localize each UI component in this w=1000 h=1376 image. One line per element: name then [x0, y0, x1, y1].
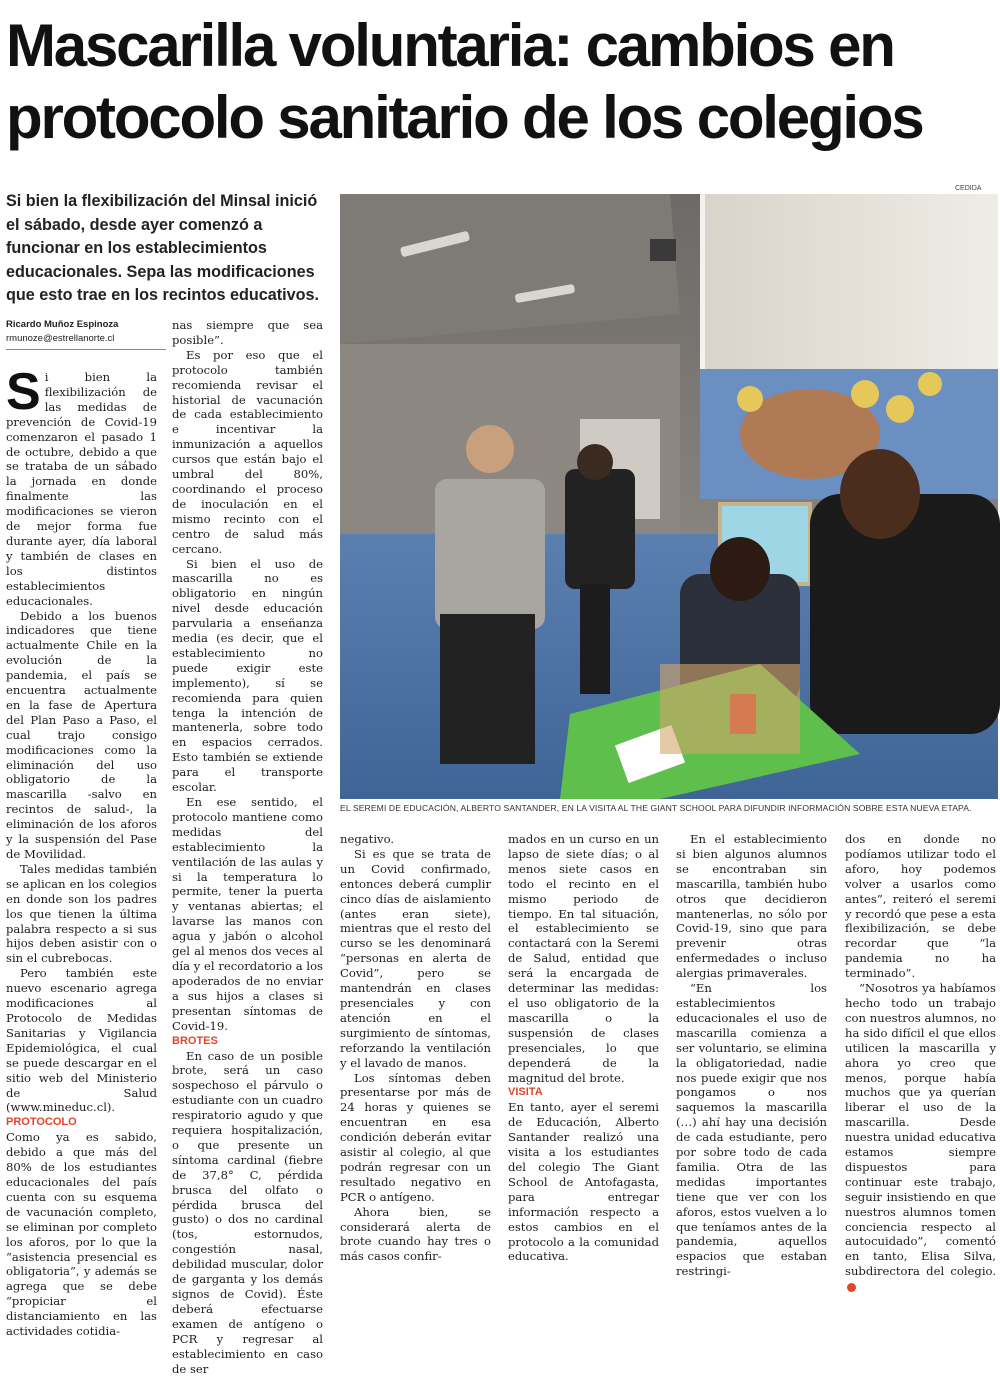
section-heading: BROTES: [172, 1034, 323, 1049]
author-email[interactable]: rmunoze@estrellanorte.cl: [6, 332, 166, 346]
paragraph: Debido a los buenos indicadores que tiene actualmente Chile en la evolución de la pandemia, el país se encuentra actualmente en la fase de Apertura del Plan Paso a Paso, el cual trajo consigo modificaciones como la eliminación del uso obligatorio de la mascarilla -salvo en recintos de salud-, la eliminación de los aforos y la suspensión del Pase de Movilidad.: [6, 609, 157, 862]
paragraph: nas siempre que sea posible”.: [172, 318, 323, 348]
paragraph: mados en un curso en un lapso de siete días; o al menos siete casos en todo el recinto en el mismo periodo de tiempo. En tal situación, el establecimiento se contactará con la Seremi de Salud, entidad que será la encargada de determinar las medidas: el uso obligatorio de la mascarilla o la suspensión de clases presenciales, lo que dependerá de la magnitud del brote.: [508, 832, 659, 1085]
article-column-6: [845, 832, 996, 1230]
paragraph: Como ya es sabido, debido a que más del 80% de los estudiantes educacionales del país cuenta con su esquema de vacunación completo, se eliminan por completo los aforos, por lo que la “asistencia presencial es obligatoria”, y además se agrega que se debe “propiciar el distanciamiento en las actividades cotidia-: [6, 1130, 157, 1339]
paragraph: Pero también este nuevo escenario agrega modificaciones al Protocolo de Medidas Sanitarias y Vigilancia Epidemiológica, el cual se puede descargar en el sitio web del Ministerio de Salud (www.mineduc.cl).: [6, 966, 157, 1115]
paragraph: Si bien el uso de mascarilla no es obligatorio en ningún nivel desde educación parvularia a enseñanza media (es decir, que el establecimiento no puede exigir este implemento), sí se recomienda para quien tenga la intención de mantenerla, sobre todo en espacios cerrados. Esto también se extiende para el transporte escolar.: [172, 557, 323, 796]
drop-cap: S: [6, 372, 41, 412]
paragraph: Ahora bien, se considerará alerta de brote cuando hay tres o más casos confir-: [340, 1205, 491, 1265]
paragraph: Es por eso que el protocolo también recomienda revisar el historial de vacunación de cada establecimiento e incentivar la inmunización a aquellos cursos que están bajo el umbral del 80%, coordinando el proceso de inoculación en el mismo recinto con el centro de salud más cercano.: [172, 348, 323, 557]
section-heading: VISITA: [508, 1085, 659, 1100]
headline: Mascarilla voluntaria: cambios en protocolo sanitario de los colegios: [6, 10, 996, 154]
paragraph: “Nosotros ya habíamos hecho todo un trabajo con nuestros alumnos, no ha sido difícil el que ellos utilicen la mascarilla y ahora yo creo que menos, porque había muchos que ya querían liberar el uso de la mascarilla. Desde nuestra unidad educativa estamos siempre dispuestos para continuar este trabajo, seguir insistiendo en que nuestros alumnos tomen conciencia respecto al autocuidado”, comentó en tanto, Elisa Silva, subdirectora del colegio.: [845, 981, 996, 1294]
paragraph: Los síntomas deben presentarse por más de 24 horas y quienes se encuentran en esa condición deberán evitar asistir al colegio, al que podrán regresar con un resultado negativo en PCR o antígeno.: [340, 1071, 491, 1205]
photo-credit: CEDIDA: [955, 185, 981, 192]
byline: [6, 318, 166, 350]
paragraph: Si es que se trata de un Covid confirmado, entonces deberá cumplir cinco días de aislamiento (antes eran siete), mientras que el resto del curso se les denominará “personas en alerta de Covid”, pero se mantendrán en clases presenciales y con atención en el surgimiento de síntomas, reforzando la ventilación y el lavado de manos.: [340, 847, 491, 1071]
article-column-4: [508, 832, 659, 1230]
article-photo: [340, 194, 998, 799]
paragraph: En caso de un posible brote, será un caso sospechoso el párvulo o estudiante con un cuadro respiratorio agudo y que requiera hospitalización, o que presente un síntoma cardinal (fiebre de 37,8° C, pérdida brusca del olfato o pérdida brusca del gusto) o dos no cardinal (tos, estornudos, congestión nasal, debilidad muscular, dolor de garganta y los demás signos de Covid). Éste deberá efectuarse examen de antígeno o PCR y regresar al establecimiento en caso de ser: [172, 1049, 323, 1376]
paragraph: “En los establecimientos educacionales el uso de mascarilla comienza a ser voluntario, se elimina la obligatoriedad, nadie nos puede exigir que nos pongamos o nos saquemos la mascarilla (…) ahí hay una decisión de cada estudiante, pero por sobre todo de cada familia. Otra de las medidas importantes tiene que ver con los aforos, estos vuelven a lo que teníamos antes de la pandemia, aquellos espacios que estaban restringi-: [676, 981, 827, 1279]
end-mark-icon: [847, 1283, 856, 1292]
paragraph: dos en donde no podíamos utilizar todo el aforo, hoy podemos volver a usarlos como antes”, reiteró el seremi y recordó que pese a esta flexibilización, se debe recordar que “la pandemia no ha terminado”.: [845, 832, 996, 981]
section-heading: PROTOCOLO: [6, 1115, 157, 1130]
article-column-3: [340, 832, 491, 1230]
article-column-2: [172, 318, 323, 1230]
photo-caption: EL SEREMI DE EDUCACIÓN, ALBERTO SANTANDER, EN LA VISITA AL THE GIANT SCHOOL PARA DIFUNDIR INFORMACIÓN SOBRE ESTA NUEVA ETAPA.: [340, 803, 998, 813]
paragraph: En el establecimiento si bien algunos alumnos se encontraban sin mascarilla, también hubo otros que decidieron mantenerlas, no sólo por Covid-19, sino que para prevenir otras enfermedades o incluso alergias primaverales.: [676, 832, 827, 981]
classroom-photo-illustration: [340, 194, 998, 799]
paragraph: Si bien la flexibilización de las medidas de prevención de Covid-19 comenzaron el pasado 1 de octubre, debido a que se trataba de un sábado la jornada en donde finalmente las modificaciones se vieron de mejor forma fue durante ayer, día laboral y también de clases en los distintos establecimientos educacionales.: [6, 370, 157, 609]
paragraph: negativo.: [340, 832, 491, 847]
paragraph: En tanto, ayer el seremi de Educación, Alberto Santander realizó una visita a los estudiantes del colegio The Giant School de Antofagasta, para entregar información respecto a estos cambios en el protocolo a la comunidad educativa.: [508, 1100, 659, 1264]
author-name: Ricardo Muñoz Espinoza: [6, 318, 166, 332]
article-column-5: [676, 832, 827, 1230]
lead-paragraph: Si bien la flexibilización del Minsal inició el sábado, desde ayer comenzó a funcionar en los establecimientos educacionales. Sepa las modificaciones que esto trae en los recintos educativos.: [6, 190, 332, 308]
paragraph: Tales medidas también se aplican en los colegios en donde son los padres los que tienen la última palabra respecto a si sus hijos deben asistir con o sin el cubrebocas.: [6, 862, 157, 966]
paragraph: En ese sentido, el protocolo mantiene como medidas del establecimiento la ventilación de las aulas y si la temperatura lo permite, tener la puerta y ventanas abiertas; el lavarse las manos con agua y jabón o alcohol gel al menos dos veces al día y el recordatorio a los apoderados de no enviar a sus hijos a clases si presentan síntomas de Covid-19.: [172, 795, 323, 1034]
article-column-1: [6, 370, 157, 1230]
